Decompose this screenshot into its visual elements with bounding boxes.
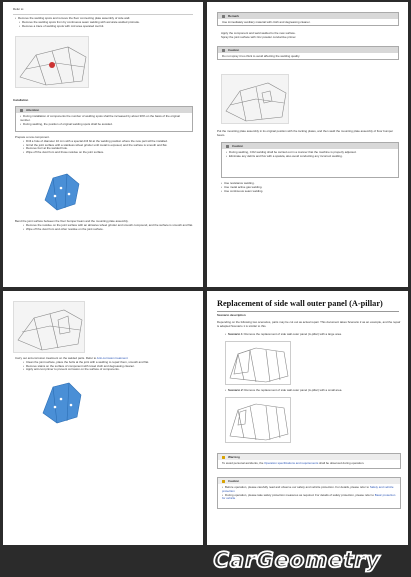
step-text: Put the mounting plate assembly in its original position with the locking plates, and then weld the mounting plate assembly of floor bumper beam. (217, 129, 394, 137)
sub-step: • Remove burr at the welded hole. (23, 147, 193, 151)
list-item: • Use resistance welding. (221, 182, 399, 186)
corrosion-step (15, 357, 195, 372)
scenario-2-text: Remove the replacement of side wall outer panel (A-pillar) with a small area. (244, 388, 343, 392)
warning-text: To avoid personal accidents, the (222, 461, 264, 465)
protection-link[interactable]: Basic protection for vehicle (222, 492, 396, 501)
line: Spray the joint surface with zinc powder conductive primer. (221, 34, 297, 39)
scenario-1-text: Remove the replacement of side wall outer panel (A-pillar) with a large area. (244, 332, 342, 336)
list-item: • Remove the welding spots and remove the floor connecting plate assembly of side wall. (15, 17, 193, 21)
note-line: • During installation of components the number of welding spots shall be increased by about 30% on the basis of the original number. (20, 115, 188, 123)
floor-assembly-illustration (15, 36, 89, 88)
line: Apply the component and weld welded to the new surface. (221, 31, 296, 35)
note-text: Do not spray it too thick to avoid affecting the welding quality. (222, 54, 300, 58)
note-text: Use immediately auxiliary material with cloth and degreasing cleaner. (222, 20, 311, 24)
closing-list (221, 182, 399, 193)
page1-top-line: Refer to: (13, 7, 25, 11)
manual-page-1 (3, 2, 203, 287)
caution-icon (222, 480, 225, 483)
operation-spec-link[interactable]: Operation specifications and requirements (264, 461, 319, 465)
sub-step: • Wipe off the dust from and those residue on the joint surface. (23, 151, 193, 155)
note-title: Caution (232, 144, 244, 148)
warning-icon (226, 145, 229, 148)
sub-step: • Remove stains on the surface of component with towel cloth and degreasing cleaner. (23, 365, 195, 369)
warning-note (217, 453, 401, 469)
side-wall-illustration (13, 301, 85, 353)
note-title: Warning (228, 455, 240, 459)
blue-part-illustration (39, 170, 85, 214)
mounting-plate-illustration (221, 74, 289, 124)
note-title: Attention (26, 108, 40, 112)
sub-step: • Drill a hole of diameter 10 mm with a special drill bit at the welding position where the new part will be installed. (23, 140, 193, 144)
list-item: • Remove a trace of welding spots with mid area operated tool kit. (15, 25, 193, 29)
safety-link[interactable]: Safety and vehicle protection (222, 485, 394, 493)
note-title: Caution (228, 48, 240, 52)
caution-note (217, 477, 401, 509)
scenario-2 (225, 389, 401, 393)
page-title: Replacement of side wall outer panel (A-pillar) (217, 299, 383, 308)
step-list (15, 136, 193, 155)
scenario-2-label: Scenario 2: (228, 388, 244, 392)
list-item: • Remove the welding spots from by continuous seam welding with accurate welded protrude. (15, 21, 193, 25)
note-title: Remark (228, 14, 240, 18)
caution-line: During operation, please take safety protection measures as required. For details of safety protection, please refer to (225, 492, 374, 497)
info-icon (222, 15, 225, 18)
scenario-1-label: Scenario 1: (228, 332, 244, 336)
list-item: • Use metal active gas welding. (221, 186, 399, 190)
warning-tail: shall be observed during operation. (319, 461, 365, 465)
note-line: • During welding, CO2 welding shall be carried out in a manner that the machine is properly adjusted. (226, 151, 394, 155)
warning-icon (222, 49, 225, 52)
sub-step: • Remove the residue on the joint surface with an abrasive wheel grinder and smooth compound, and the surface is smooth and flat. (23, 224, 193, 228)
note-line: • Eliminate any debris and flux with a spatula, also avoid conducting any incorrect welding. (226, 155, 394, 159)
caution-line: Before operation, please carefully read and observe our safety and vehicle protection. For details, please refer to (225, 485, 369, 489)
step-text: Carry out anti-corrosion treatment on the welded parts. Refer to (15, 356, 97, 360)
sub-step: • Apply anti-rust primer to prevent corrosion on the surface of components. (23, 368, 195, 372)
sub-step: • Wipe off the dust from and other residue on the joint surface. (23, 228, 193, 232)
attention-note (15, 106, 193, 132)
logo-graphic (190, 546, 405, 574)
subheading: Scenario description (217, 313, 246, 317)
svg-text:CarGeometry: CarGeometry (213, 548, 381, 572)
cargeometry-logo (190, 546, 405, 574)
manual-page-2 (207, 2, 408, 287)
step-label: Prepare a new component. (15, 135, 50, 139)
note-line: • During welding, the position of original welding spots shall be avoided. (20, 123, 188, 127)
caution-note (217, 46, 399, 60)
anti-corrosion-link[interactable]: Anti-corrosion treatment (96, 356, 128, 360)
a-pillar-small-area-illustration (225, 397, 291, 443)
page1-list-a (15, 17, 193, 28)
manual-page-4 (207, 291, 408, 545)
note-title: Caution (228, 479, 240, 483)
a-pillar-large-area-illustration (225, 341, 291, 385)
page2-lines (221, 32, 399, 40)
sub-step: • Clean the joint surface, place the bolts at the joint with a welding to repair them, smooth and flat. (23, 361, 195, 365)
step2-label: Bend the joint surface between the floor bumper beam and the mounting plate assembly. (15, 219, 129, 223)
caution-note-2 (221, 142, 399, 178)
blue-bracket-illustration (37, 379, 89, 427)
remark-note (217, 12, 399, 26)
sub-step: • Grind the joint surface with a stainless wheel grinder until metal is exposed, and the surface is smooth and flat. (23, 144, 193, 148)
info-icon (20, 109, 23, 112)
section-label: Installation (13, 98, 29, 102)
manual-page-3 (3, 291, 203, 545)
intro-text: Depending on the following two scenarios, parts may be cut out as actual repair. This document takes Scenario 2 as an example, and the repair is adapted Scenario 1 is similar to this. (217, 320, 401, 328)
warning-icon (222, 456, 225, 459)
list-item: • Use continuous seam welding. (221, 190, 399, 194)
step2 (15, 220, 193, 231)
scenario-1 (225, 333, 401, 337)
